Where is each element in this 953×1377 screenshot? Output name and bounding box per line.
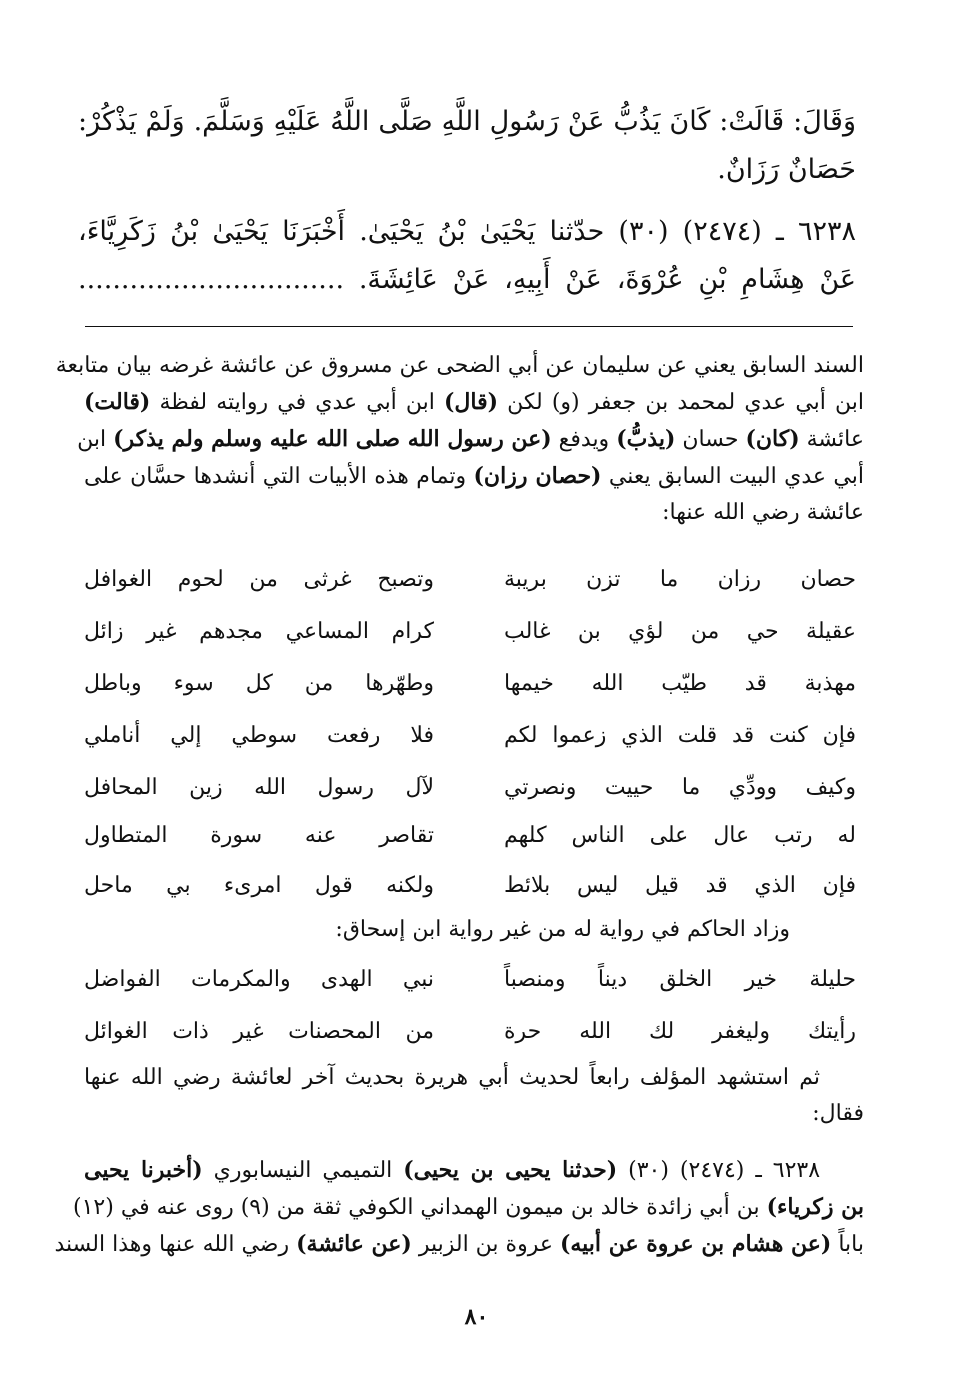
page-number: ٨٠ xyxy=(464,1304,489,1330)
verse-second-hemistich: لآل رسول الله زين المحافل xyxy=(84,775,434,800)
verse-first-hemistich: فإن كنت قد قلت الذي زعموا لكم xyxy=(504,723,856,748)
text-run: أبي عدي البيت السابق يعني xyxy=(601,464,865,489)
verse-first-hemistich: فإن الذي قد قيل ليس بلائط xyxy=(504,873,856,898)
text-run: عروة بن الزبير xyxy=(411,1232,560,1257)
text-run: عائشة xyxy=(799,427,864,452)
commentary-line: ثم استشهد المؤلف رابعاً لحديث أبي هريرة بحديث آخر لعائشة رضي الله عنها xyxy=(84,1065,820,1090)
footnote-divider xyxy=(85,326,853,327)
verse-first-hemistich: وكيف وودِّي ما حييت ونصرتي xyxy=(504,775,856,800)
verse-row xyxy=(84,612,856,652)
text-run: حسان xyxy=(675,427,746,452)
verse-row xyxy=(84,1012,856,1052)
commentary-line xyxy=(73,1189,864,1226)
verse-second-hemistich: تقاصر عنه سورة المتطاول xyxy=(84,823,434,848)
text-run: وتمام هذه الأبيات التي أنشدها حسَّان على xyxy=(84,464,474,489)
commentary-line: السند السابق يعني عن سليمان عن أبي الضحى عن مسروق عن عائشة غرضه بيان متابعة xyxy=(55,353,864,378)
verse-second-hemistich: وطهّرها من كل سوء وباطل xyxy=(84,671,434,696)
verse-first-hemistich: رأيتك وليغفر لك الله حرة xyxy=(504,1019,856,1044)
verse-row xyxy=(84,664,856,704)
bold-run: (حصان رزان) xyxy=(473,463,602,489)
verse-second-hemistich: نبي الهدى والمكرمات الفواضل xyxy=(84,967,434,992)
verse-first-hemistich: حصان رزان ما تزن بريبة xyxy=(504,567,856,592)
commentary-line xyxy=(84,458,864,495)
hadith-line-2: حَصَانٌ رَزَانٌ. xyxy=(717,154,856,185)
bold-run: (أخبرنا يحيى xyxy=(84,1157,203,1183)
verse-row xyxy=(84,560,856,600)
commentary-paragraph-2 xyxy=(84,1060,864,1132)
hadith-line-1: وَقَالَ: قَالَتْ: كَانَ يَذُبُّ عَنْ رَسُولِ اللَّهِ صَلَّى اللَّهُ عَلَيْهِ وَسَلَّمَ. وَلَمْ يَذْكُرْ: xyxy=(78,106,856,137)
commentary-line: وزاد الحاكم في رواية له من غير رواية ابن إسحاق: xyxy=(335,917,790,942)
text-run: التميمي النيسابوري xyxy=(202,1158,404,1183)
verse-row xyxy=(84,768,856,808)
bold-run: (قال) xyxy=(444,389,499,415)
text-run: رضي الله عنها وهذا السند xyxy=(54,1232,297,1257)
bold-run: بن زكرياء) xyxy=(766,1194,864,1220)
text-run: ابن أبي عدي لمحمد بن جعفر (و) لكن xyxy=(498,390,864,415)
text-run: ابن أبي عدي في روايته لفظة xyxy=(150,390,444,415)
bold-run: (يذبُّ) xyxy=(616,426,676,452)
bold-run: (عن هشام بن عروة عن أبيه) xyxy=(559,1231,832,1257)
verse-second-hemistich: ولكنه قول امرىء بي ماحل xyxy=(84,873,434,898)
commentary-line xyxy=(84,1152,820,1189)
verse-second-hemistich: فلا رفعت سوطي إلي أناملي xyxy=(84,723,434,748)
text-run: ابن xyxy=(77,427,114,452)
verse-row xyxy=(84,866,856,906)
commentary-line xyxy=(77,421,864,458)
commentary-line xyxy=(84,384,864,421)
hakim-intro xyxy=(84,912,854,948)
bold-run: (كان) xyxy=(745,426,800,452)
verse-second-hemistich: وتصبح غرثى من لحوم الغوافل xyxy=(84,567,434,592)
verse-second-hemistich: كرام المساعي مجدهم غير زائل xyxy=(84,619,434,644)
bold-run: (حدثنا يحيى بن يحيى) xyxy=(403,1157,618,1183)
hadith-line-4: عَنْ هِشَامِ بْنِ عُرْوَةَ، عَنْ أَبِيهِ، عَنْ عَائِشَةَ. ............................... xyxy=(78,264,856,295)
verse-row xyxy=(84,716,856,756)
verse-row xyxy=(84,816,856,856)
text-run: ٦٢٣٨ ـ (٢٤٧٤) (٣٠) xyxy=(617,1158,821,1183)
verse-first-hemistich: حليلة خير الخلق ديناً ومنصباً xyxy=(504,967,856,992)
verse-first-hemistich: عقيلة حي من لؤي بن غالب xyxy=(504,619,856,644)
bold-run: (عن رسول الله صلى الله عليه وسلم ولم يذكر) xyxy=(113,426,552,452)
bold-run: (قالت) xyxy=(84,389,151,415)
text-run: ويدفع xyxy=(551,427,617,452)
text-run: بن أبي زائدة خالد بن ميمون الهمداني الكوفي ثقة من (٩) روى عنه في (١٢) xyxy=(73,1195,767,1220)
commentary-line: عائشة رضي الله عنها: xyxy=(662,500,864,525)
text-run: باباً xyxy=(831,1232,864,1257)
hadith-line-3: ٦٢٣٨ ـ (٢٤٧٤) (٣٠) حدّثنا يَحْيَىٰ بْنُ يَحْيَىٰ. أَخْبَرَنَا يَحْيَىٰ بْنُ زَكَرِيَّاءَ، xyxy=(78,216,857,247)
commentary-paragraph-3 xyxy=(54,1152,864,1263)
commentary-line: فقال: xyxy=(812,1101,864,1126)
commentary-line xyxy=(54,1226,864,1263)
bold-run: (عن عائشة) xyxy=(296,1231,412,1257)
commentary-paragraph-1 xyxy=(55,348,865,531)
verse-row xyxy=(84,960,856,1000)
verse-first-hemistich: مهذبة قد طيّب الله خيمها xyxy=(504,671,856,696)
verse-second-hemistich: من المحصنات غير ذات الغوائل xyxy=(84,1019,434,1044)
verse-first-hemistich: له رتب عال على الناس كلهم xyxy=(504,823,856,848)
